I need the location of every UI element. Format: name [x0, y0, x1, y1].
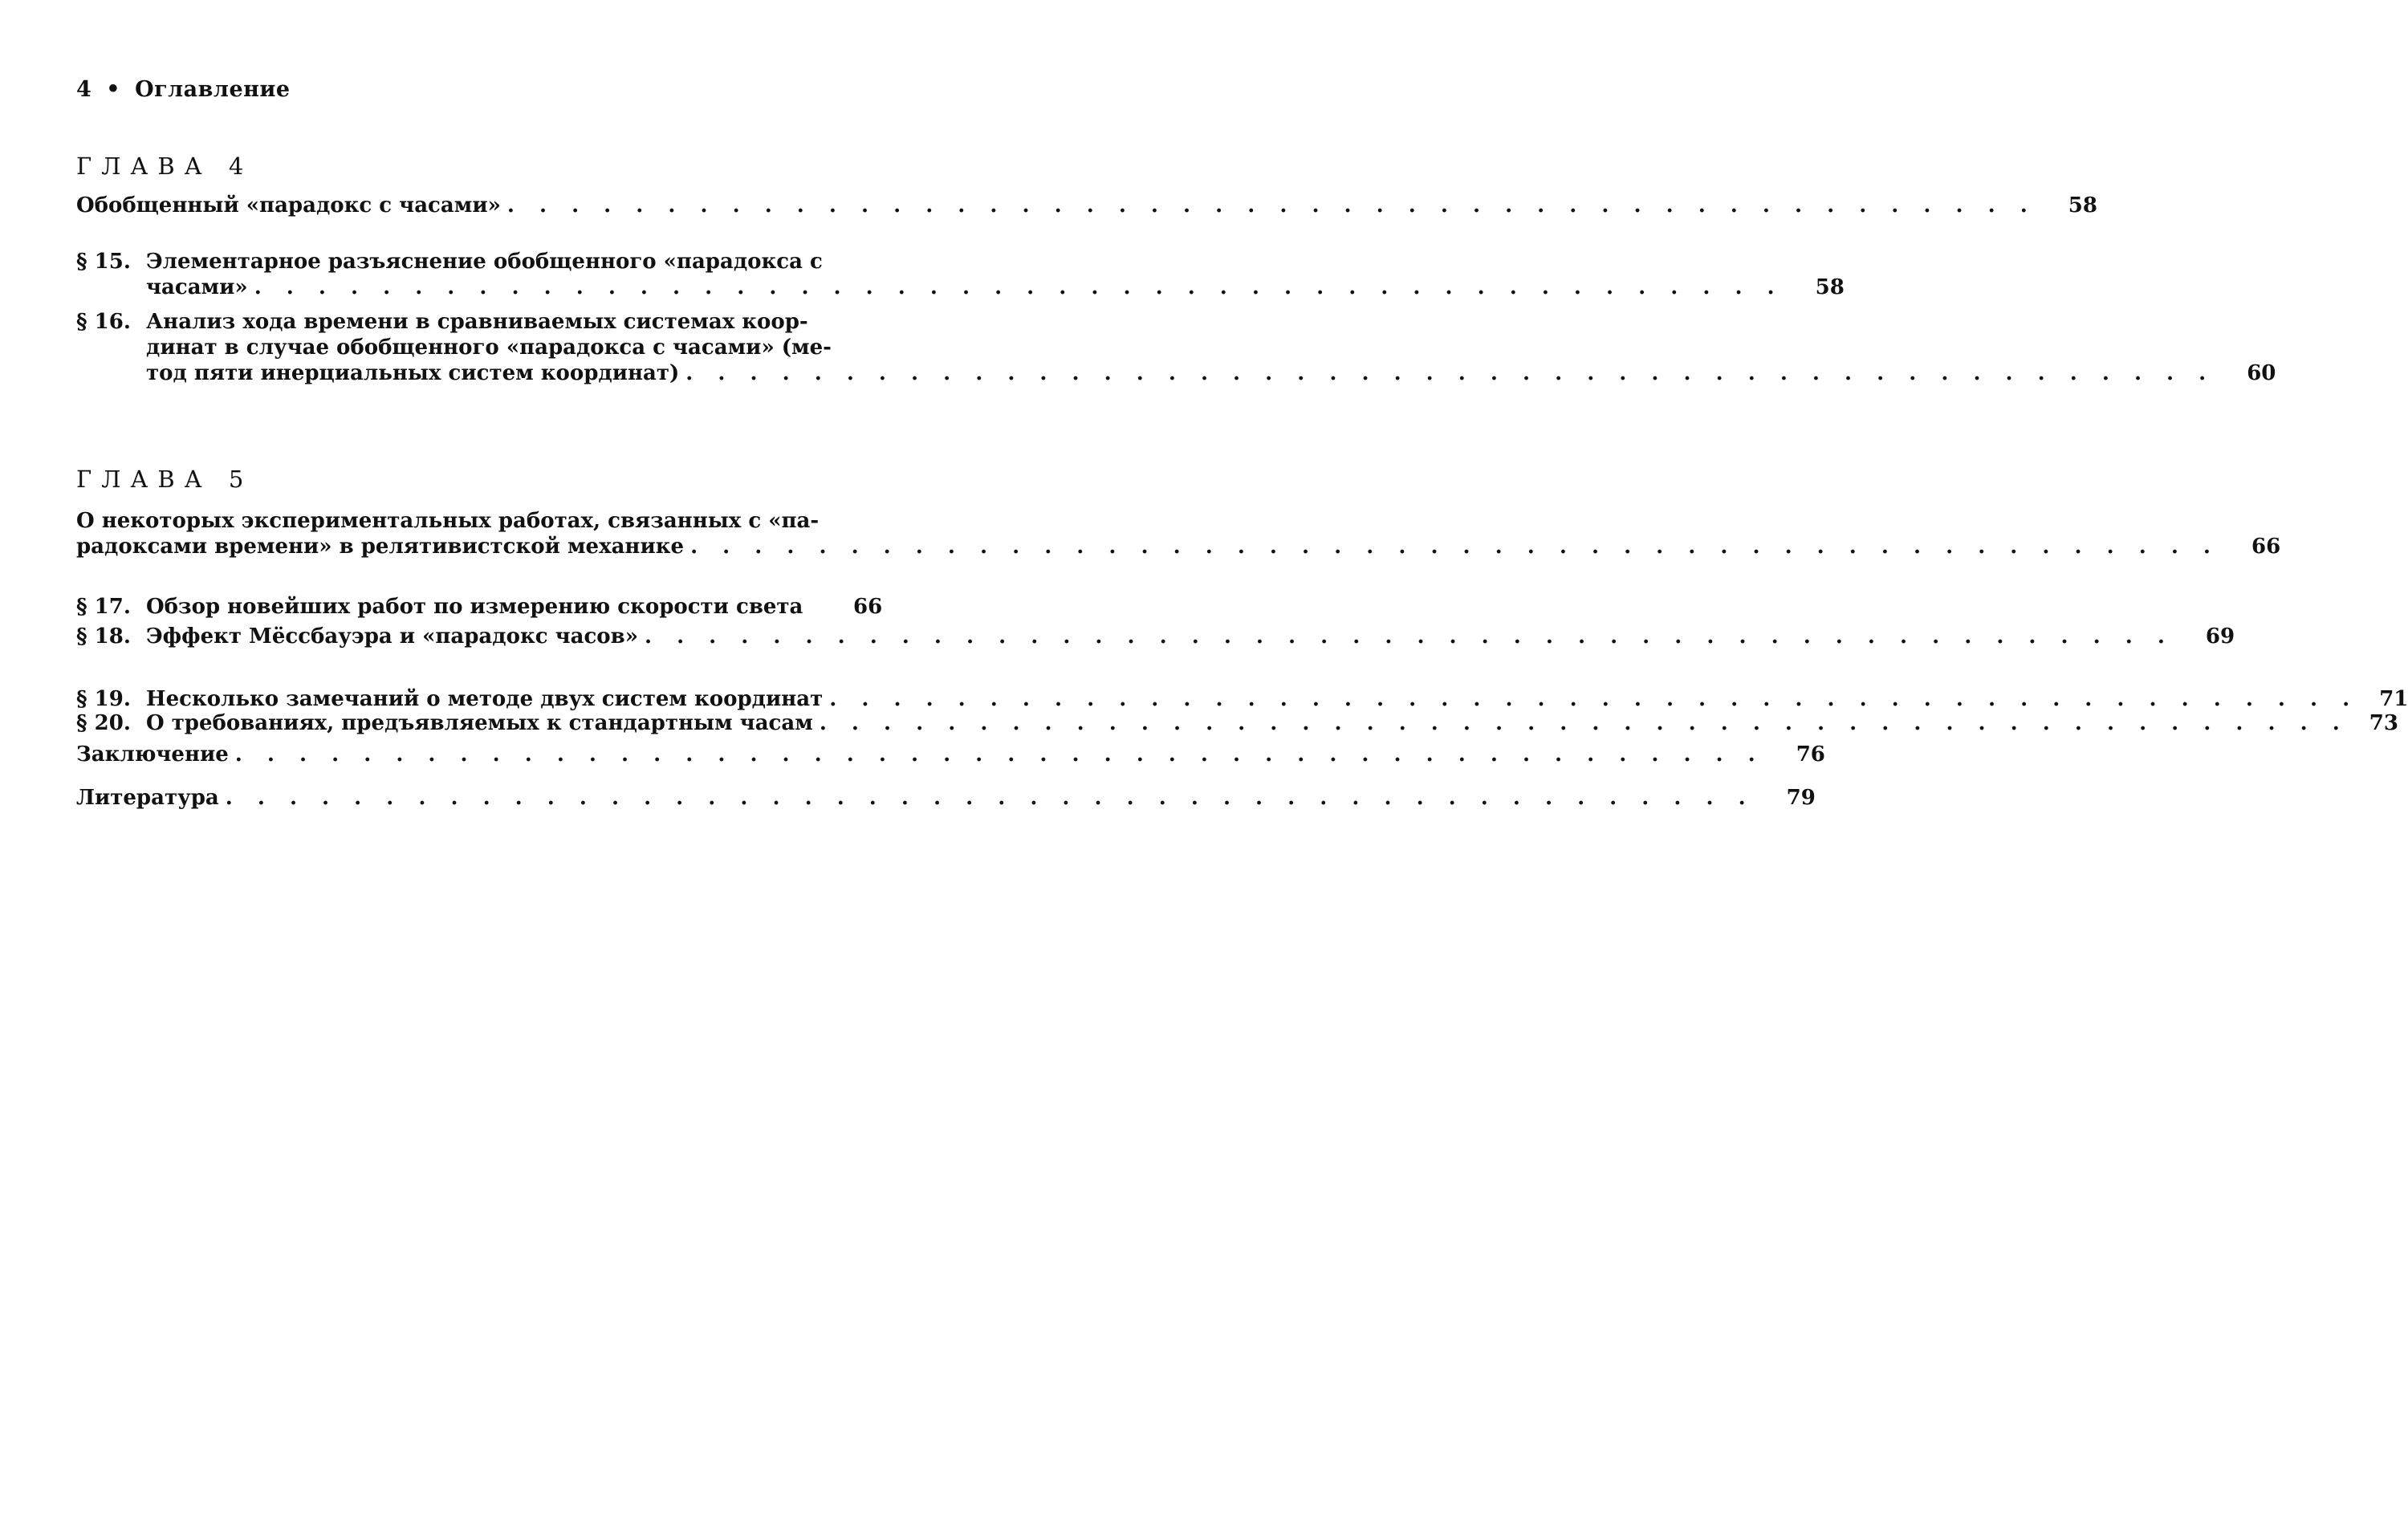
- header-page-number: 4: [76, 77, 92, 102]
- entry-page-number: 66: [853, 595, 883, 619]
- toc-entry-conclusion: [76, 742, 1825, 767]
- leader-dots: . . . . . . . . . . . . . . . . . . . . . . . . . . . . . . . . . . . . . . . . . . . . . . . .: [225, 786, 1755, 810]
- leader-dots: . . . . . . . . . . . . . . . . . . . . . . . . . . . . . . . . . . . . . . . . . . . . . . . .: [254, 275, 1784, 299]
- leader-dots: . . . . . . . . . . . . . . . . . . . . . . . . . . . . . . . . . . . . . . . . . . . . . . . .: [644, 624, 2174, 649]
- entry-page-number: 73: [2369, 711, 2398, 735]
- entry-text-line-1: Анализ хода времени в сравниваемых системах коор-: [146, 310, 808, 334]
- leader-dots: . . . . . . . . . . . . . . . . . . . . . . . . . . . . . . . . . . . . . . . . . . . . . . . .: [685, 361, 2215, 385]
- entry-text-line-1: Обзор новейших работ по измерению скорости света: [146, 595, 803, 619]
- toc-entry-section-16: [76, 309, 2276, 386]
- entry-page-number: 60: [2247, 361, 2276, 385]
- entry-page-number: 58: [1815, 275, 1845, 299]
- section-number: § 18.: [76, 624, 131, 649]
- toc-entry-chapter-5-title: [76, 508, 2281, 559]
- section-number: § 15.: [76, 250, 131, 274]
- entry-text: Обобщенный «парадокс с часами»: [76, 193, 501, 218]
- section-number: § 20.: [76, 711, 131, 735]
- entry-page-number: 76: [1796, 742, 1825, 767]
- toc-entry-section-17: [76, 594, 883, 620]
- leader-dots: . . . . . . . . . . . . . . . . . . . . . . . . . . . . . . . . . . . . . . . . . . . . . . . .: [819, 711, 2349, 735]
- section-number: § 16.: [76, 310, 131, 334]
- entry-text: Заключение: [76, 742, 229, 767]
- entry-text: Литература: [76, 786, 219, 810]
- entry-text-line-2: радоксами времени» в релятивистской механике: [76, 535, 685, 559]
- toc-entry-section-20: [76, 710, 2398, 736]
- entry-text-line-1: О требованиях, предъявляемых к стандартным часам: [146, 711, 813, 735]
- leader-dots: . . . . . . . . . . . . . . . . . . . . . . . . . . . . . . . . . . . . . . . . . . . . . . . .: [690, 535, 2219, 559]
- section-number: § 17.: [76, 595, 131, 619]
- entry-page-number: 79: [1786, 786, 1816, 810]
- entry-text: [76, 710, 813, 736]
- chapter-4-label: ГЛАВА 4: [76, 153, 254, 180]
- entry-text: [76, 594, 803, 620]
- entry-page-number: 69: [2205, 624, 2235, 649]
- entry-text: [76, 686, 823, 712]
- toc-entry-literature: [76, 785, 1816, 811]
- entry-text-line-1: Эффект Мёссбауэра и «парадокс часов»: [146, 624, 638, 649]
- header-title: Оглавление: [135, 77, 291, 102]
- entry-text-line-1: Элементарное разъяснение обобщенного «парадокса с: [146, 250, 823, 274]
- chapter-5-label: ГЛАВА 5: [76, 466, 254, 493]
- running-head: [76, 77, 291, 102]
- section-number: § 19.: [76, 687, 131, 711]
- toc-entry-section-15: [76, 249, 1845, 300]
- leader-dots: . . . . . . . . . . . . . . . . . . . . . . . . . . . . . . . . . . . . . . . . . . . . . . . .: [829, 687, 2359, 711]
- toc-entry-section-18: [76, 624, 2235, 649]
- entry-text-line-2: динат в случае обобщенного «парадокса с часами» (ме-: [146, 336, 832, 360]
- leader-dots: . . . . . . . . . . . . . . . . . . . . . . . . . . . . . . . . . . . . . . . . . . . . . . . .: [234, 742, 1764, 767]
- entry-page-number: 58: [2068, 193, 2097, 218]
- leader-dots: . . . . . . . . . . . . . . . . . . . . . . . . . . . . . . . . . . . . . . . . . . . . . . . .: [506, 193, 2036, 218]
- entry-text: [76, 249, 823, 275]
- entry-text-line-3: тод пяти инерциальных систем координат): [146, 361, 680, 385]
- entry-page-number: 66: [2251, 535, 2281, 559]
- entry-text: [76, 309, 808, 335]
- entry-page-number: 71: [2379, 687, 2408, 711]
- header-bullet: •: [106, 77, 121, 102]
- entry-text-line-2: часами»: [146, 275, 248, 299]
- toc-entry-section-19: [76, 686, 2408, 712]
- entry-text-line-1: О некоторых экспериментальных работах, связанных с «па-: [76, 509, 820, 533]
- entry-text-line-1: Несколько замечаний о методе двух систем координат: [146, 687, 824, 711]
- entry-text: [76, 624, 638, 649]
- toc-entry-chapter-4-title: [76, 193, 2097, 218]
